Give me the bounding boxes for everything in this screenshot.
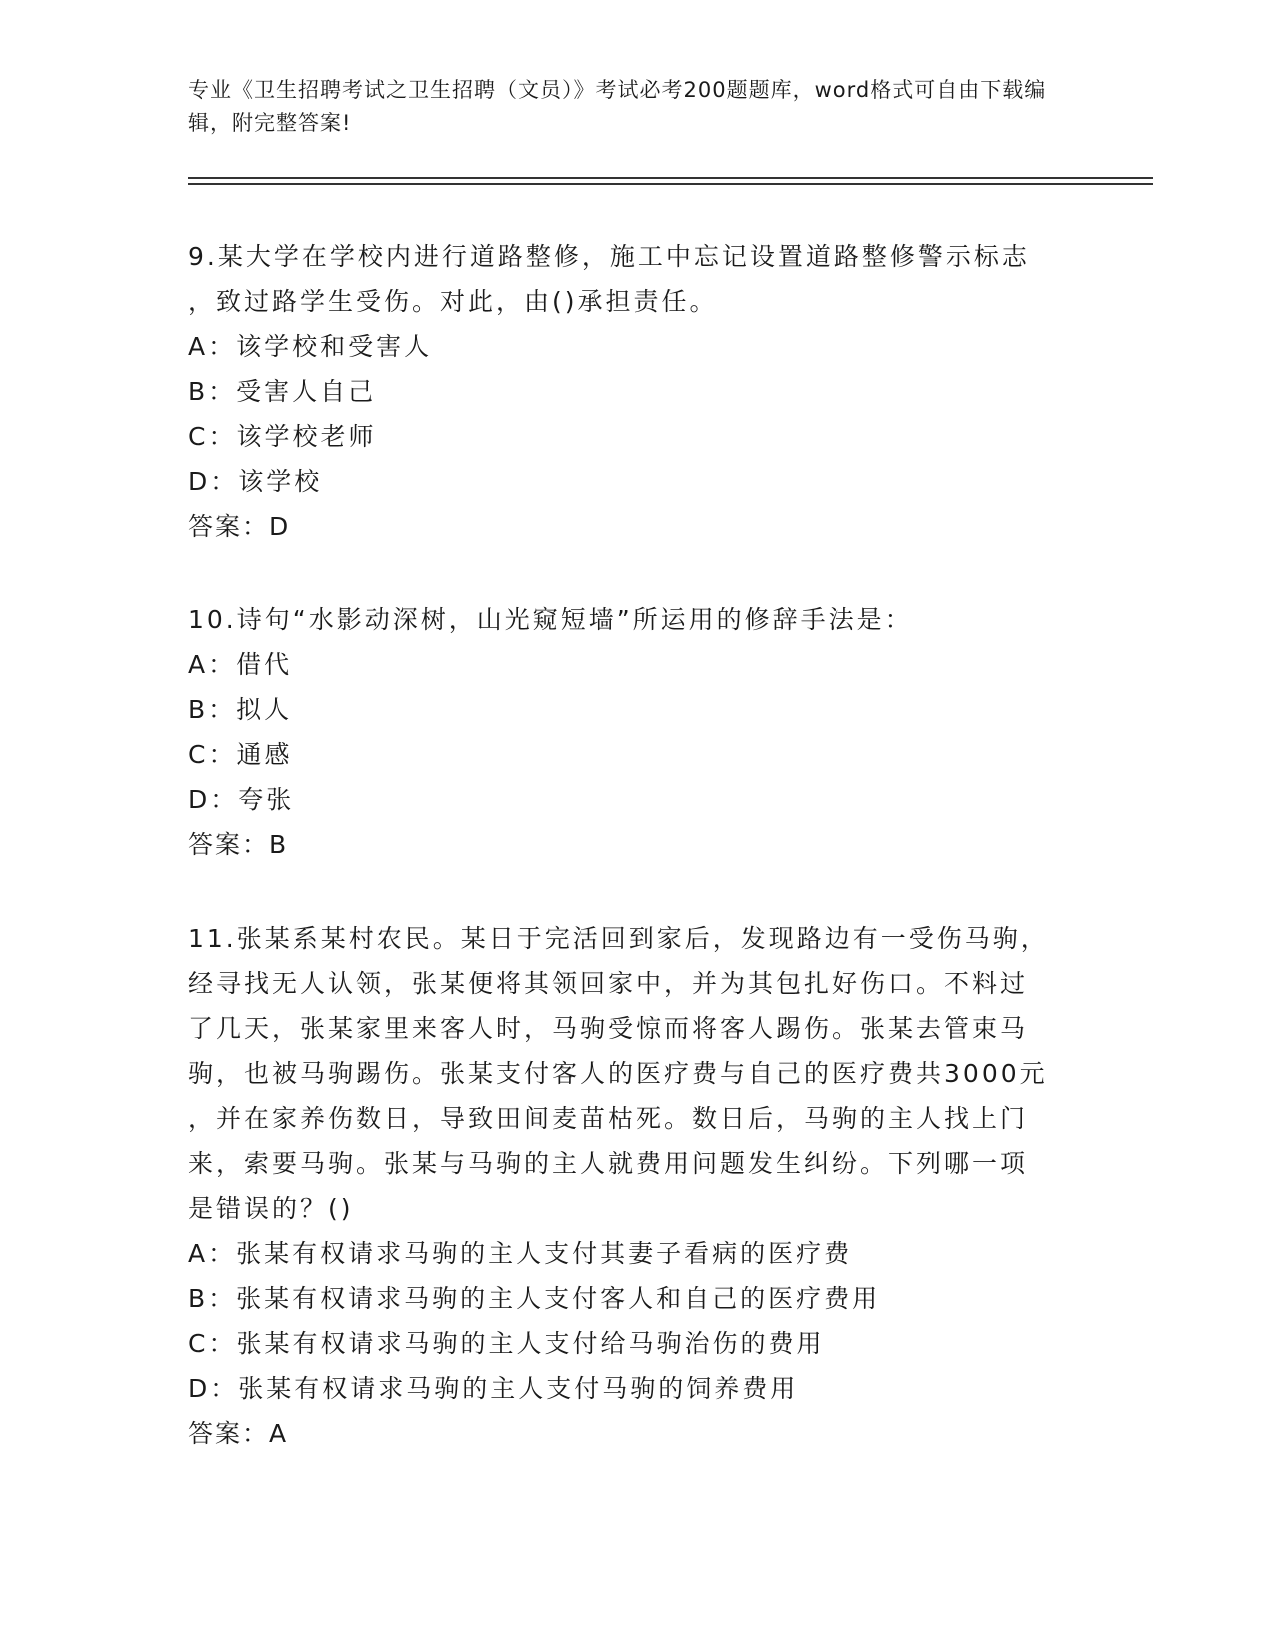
answer-line: 答案：B	[188, 830, 289, 859]
answer-line: 答案：A	[188, 1419, 289, 1448]
header-divider-bottom	[188, 183, 1153, 185]
option-c: C：通感	[188, 740, 293, 769]
option-c: C：张某有权请求马驹的主人支付给马驹治伤的费用	[188, 1329, 825, 1358]
question-stem-line: 是错误的？()	[188, 1194, 354, 1223]
question-stem-line: 10.诗句“水影动深树，山光窥短墙”所运用的修辞手法是：	[188, 605, 913, 634]
option-d: D：张某有权请求马驹的主人支付马驹的饲养费用	[188, 1374, 799, 1403]
header-divider-top	[188, 177, 1153, 179]
question-stem-line: 了几天，张某家里来客人时，马驹受惊而将客人踢伤。张某去管束马	[188, 1014, 1029, 1043]
question-stem-line: 11.张某系某村农民。某日于完活回到家后，发现路边有一受伤马驹，	[188, 924, 1049, 953]
option-a: A：张某有权请求马驹的主人支付其妻子看病的医疗费	[188, 1239, 853, 1268]
option-b: B：拟人	[188, 695, 293, 724]
question-stem-line: 来，索要马驹。张某与马驹的主人就费用问题发生纠纷。下列哪一项	[188, 1149, 1029, 1178]
question-stem-line: 经寻找无人认领，张某便将其领回家中，并为其包扎好伤口。不料过	[188, 969, 1029, 998]
option-c: C：该学校老师	[188, 422, 377, 451]
question-9	[188, 234, 1088, 549]
option-a: A：该学校和受害人	[188, 332, 433, 361]
question-11	[188, 916, 1088, 1456]
document-intro: 专业《卫生招聘考试之卫生招聘（文员）》考试必考200题题库，word格式可自由下载编辑，附完整答案!	[188, 78, 1047, 135]
question-stem-line: 驹，也被马驹踢伤。张某支付客人的医疗费与自己的医疗费共3000元	[188, 1059, 1048, 1088]
option-b: B：受害人自己	[188, 377, 377, 406]
option-b: B：张某有权请求马驹的主人支付客人和自己的医疗费用	[188, 1284, 881, 1313]
question-stem-line: ，并在家养伤数日，导致田间麦苗枯死。数日后，马驹的主人找上门	[188, 1104, 1029, 1133]
question-stem-line: 9.某大学在学校内进行道路整修，施工中忘记设置道路整修警示标志	[188, 242, 1030, 271]
option-d: D：夸张	[188, 785, 295, 814]
option-d: D：该学校	[188, 467, 323, 496]
question-10	[188, 597, 1088, 867]
answer-line: 答案：D	[188, 512, 291, 541]
option-a: A：借代	[188, 650, 293, 679]
question-stem-line: ，致过路学生受伤。对此，由()承担责任。	[188, 287, 718, 316]
